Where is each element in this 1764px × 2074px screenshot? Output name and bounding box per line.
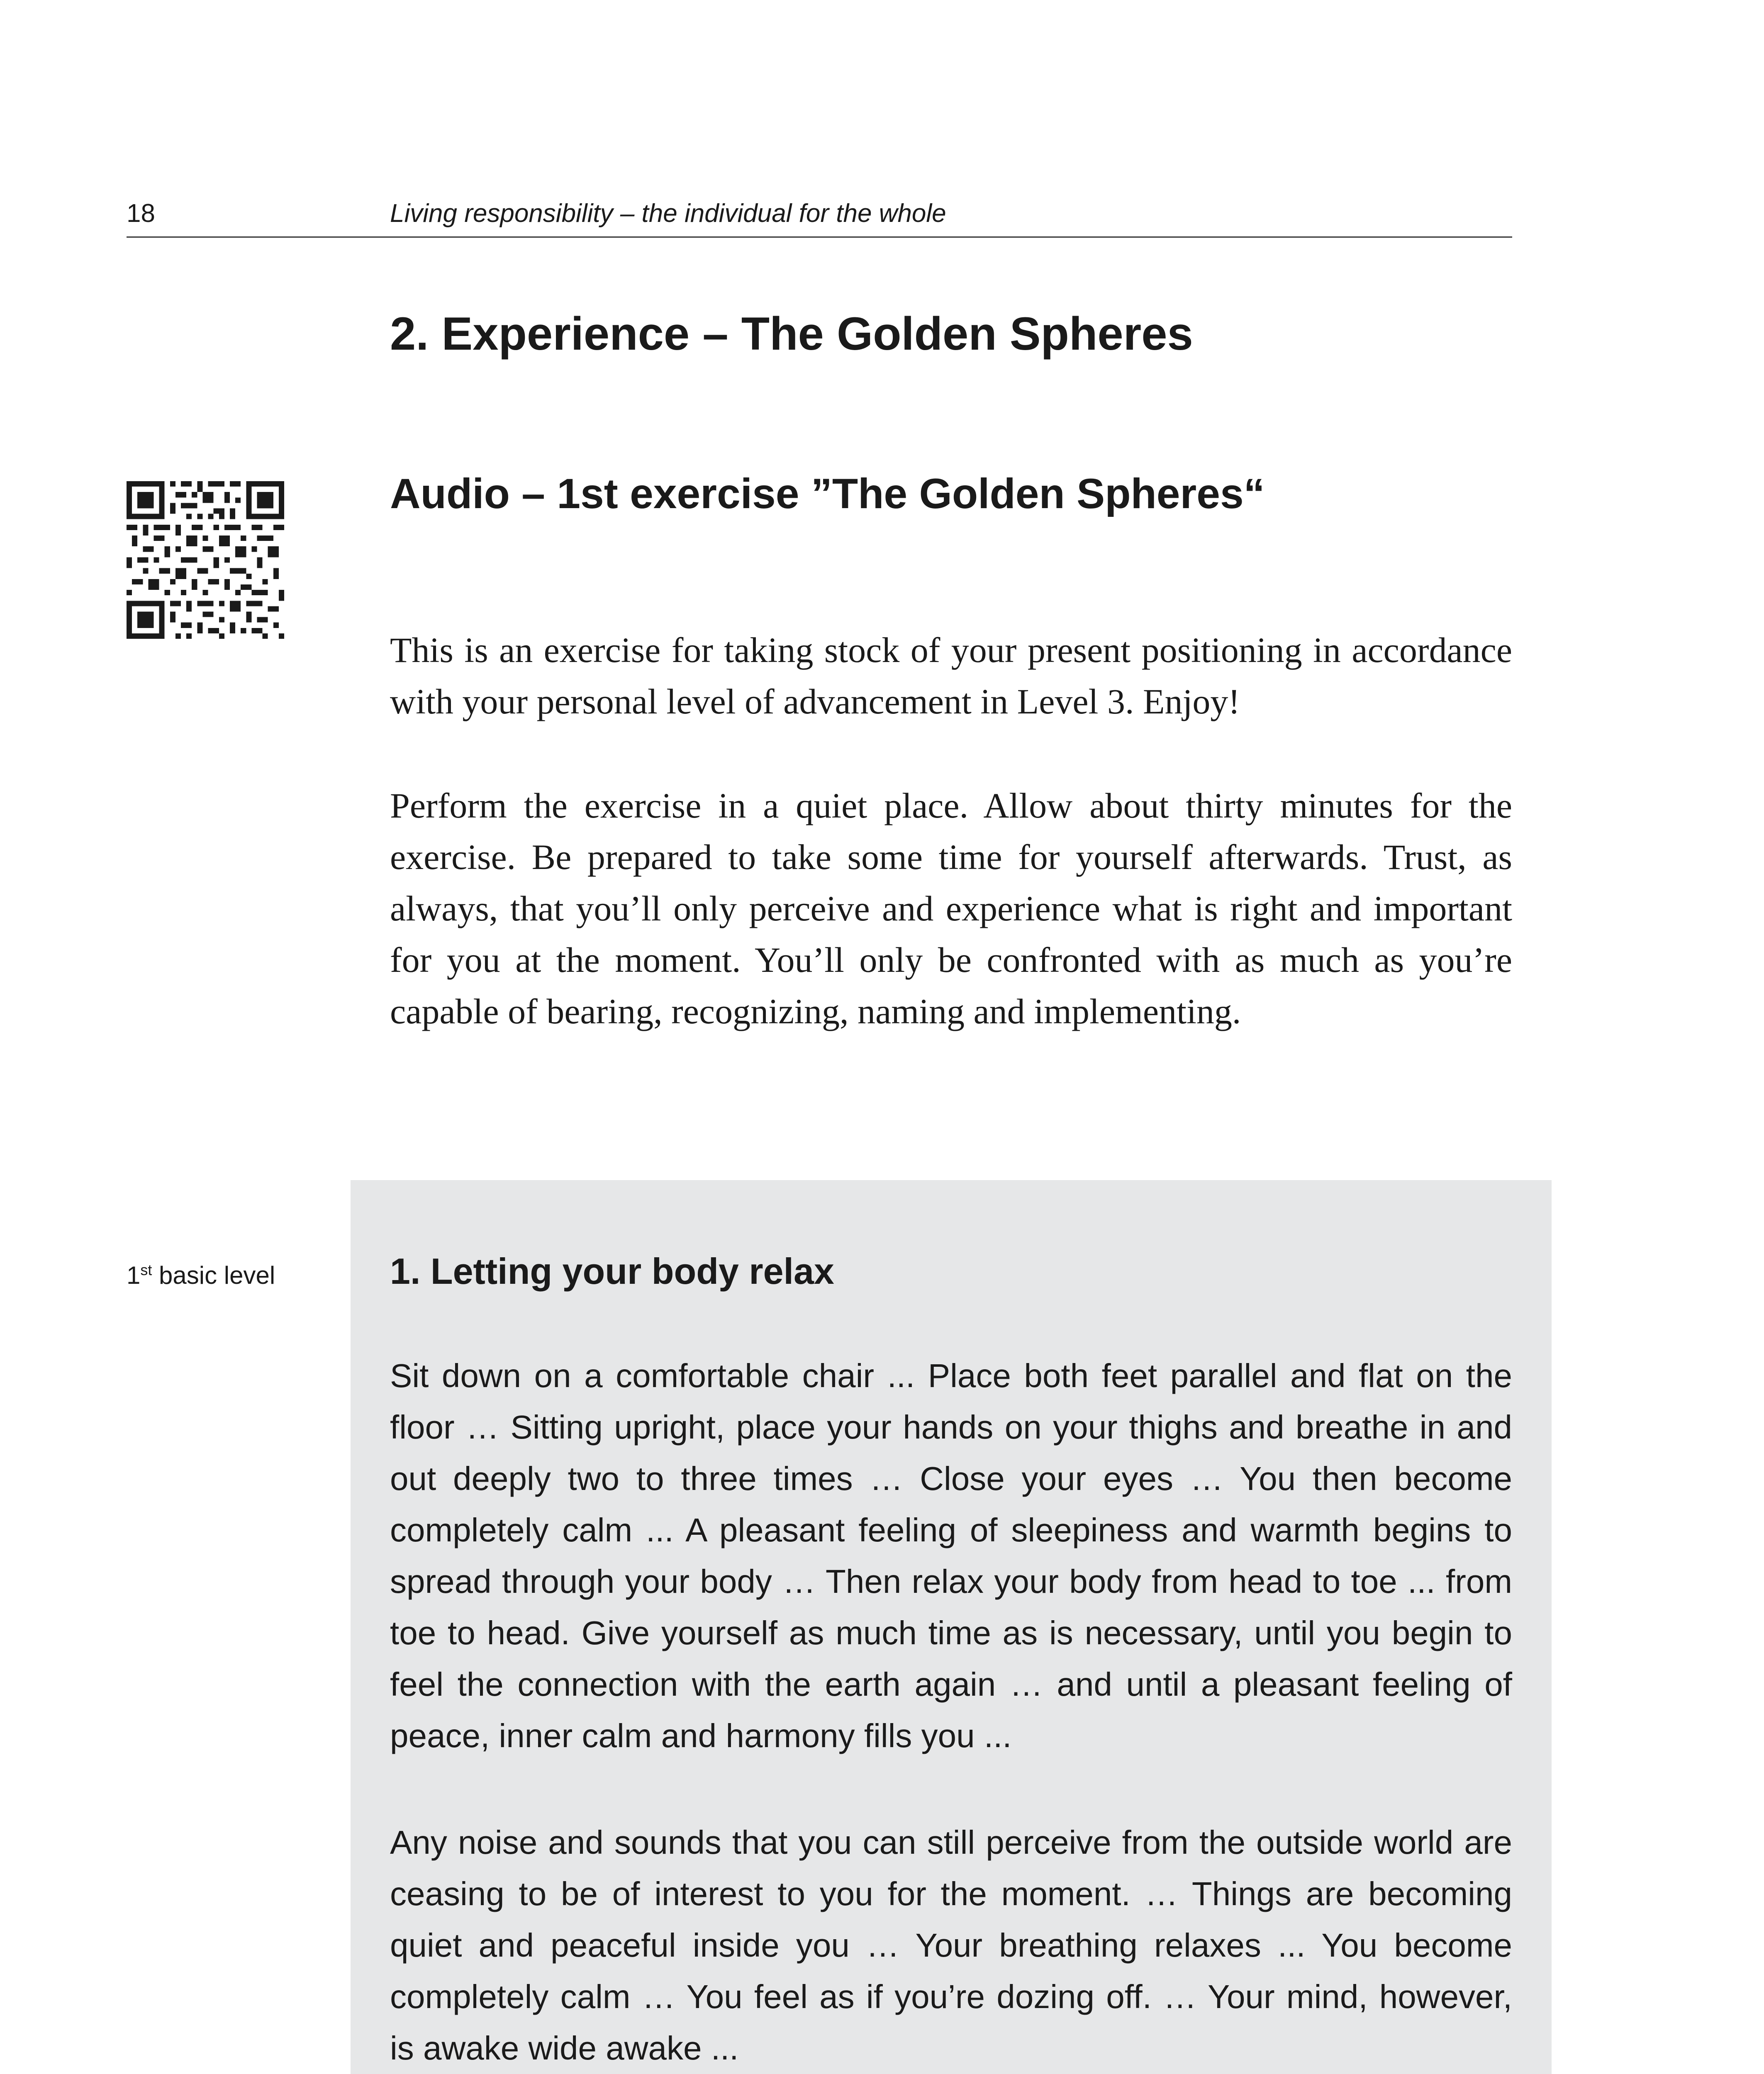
side-label-text: basic level — [152, 1261, 275, 1289]
side-label-suffix: st — [140, 1261, 152, 1278]
header-rule — [127, 236, 1512, 238]
exercise-heading: 1. Letting your body relax — [390, 1251, 834, 1292]
intro-paragraph-1: This is an exercise for taking stock of your present positioning in accordance with your personal level of advancement in Level 3. Enjoy! — [390, 630, 1512, 721]
side-label-level — [127, 1257, 275, 1294]
running-head: Living responsibility – the individual for the whole — [390, 199, 946, 228]
chapter-title: 2. Experience – The Golden Spheres — [390, 308, 1193, 360]
exercise-paragraph-2: Any noise and sounds that you can still perceive from the outside world are ceasing to be of interest to you for the moment. … Things are becoming quiet and peaceful inside you … Your breathing relaxes ... You become completely calm … You feel as if you’re dozing off. … Your mind, however, is awake wide awake ... — [390, 1824, 1512, 2067]
intro-paragraph-2: Perform the exercise in a quiet place. Allow about thirty minutes for the exercise. Be prepared to take some time for yourself afterwards. Trust, as always, that you’ll only perceive and experience what is right and important for you at the moment. You’ll only be confronted with as much as you’re capable of bearing, recognizing, naming and implementing. — [390, 786, 1512, 1031]
page-number: 18 — [127, 199, 155, 228]
qr-code-icon — [127, 481, 284, 639]
side-label-number: 1 — [127, 1261, 141, 1289]
exercise-paragraph-1: Sit down on a comfortable chair ... Place both feet parallel and flat on the floor … Sitting upright, place your hands on your thighs and breathe in and out deeply two to three times … Close your eyes … You then become completely calm ... A pleasant feeling of sleepiness and warmth begins to spread through your body … Then relax your body from head to toe ... from toe to head. Give yourself as much time as is necessary, until you begin to feel the connection with the earth again … and until a pleasant feeling of peace, inner calm and harmony fills you ... — [390, 1357, 1512, 1754]
audio-exercise-title: Audio – 1st exercise ”The Golden Spheres“ — [390, 470, 1265, 517]
